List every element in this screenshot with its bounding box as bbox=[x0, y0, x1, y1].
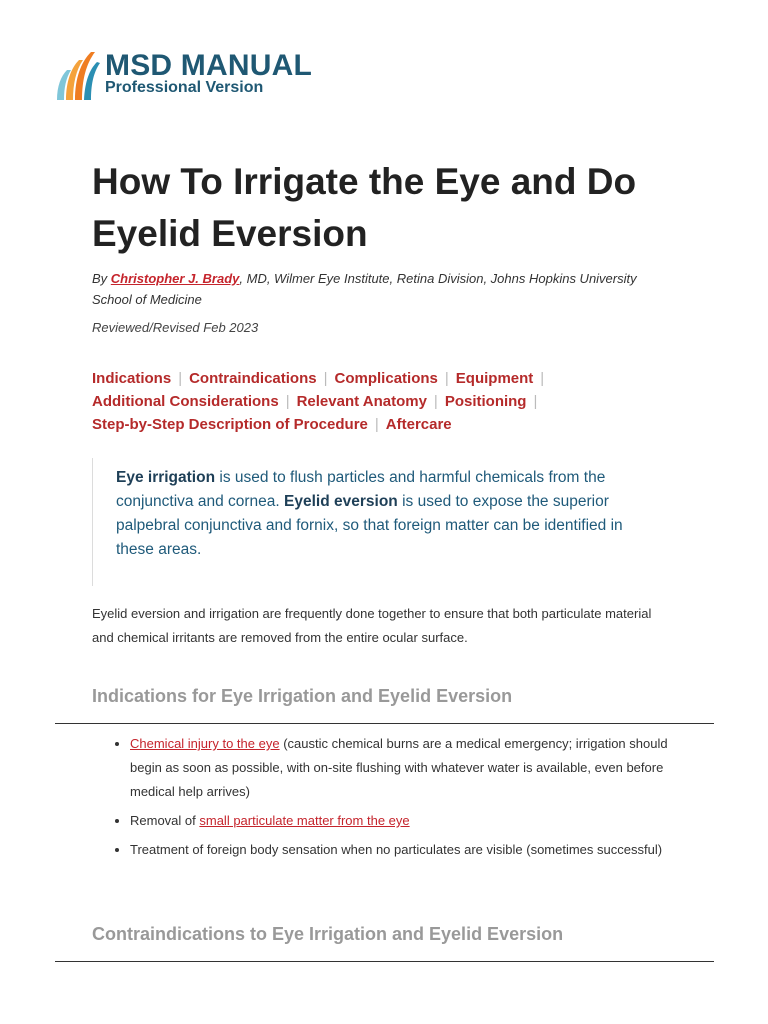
toc-separator: | bbox=[444, 370, 449, 387]
author-affiliation: , MD, Wilmer Eye Institute, Retina Division, Johns Hopkins University School of Medicine bbox=[92, 271, 637, 307]
toc-separator: | bbox=[540, 370, 545, 387]
toc-separator: | bbox=[178, 370, 183, 387]
msd-manual-logo[interactable] bbox=[55, 48, 335, 102]
chemical-injury-link[interactable]: Chemical injury to the eye bbox=[130, 736, 280, 751]
list-item bbox=[130, 838, 670, 862]
byline bbox=[92, 268, 652, 310]
toc-link-complications[interactable]: Complications bbox=[334, 370, 438, 387]
summary-text-2: is used to expose the superior palpebral conjunctiva and fornix, so that foreign matter can be identified in these areas. bbox=[116, 493, 623, 558]
toc-separator: | bbox=[533, 393, 538, 410]
page-title bbox=[92, 156, 692, 260]
toc-link-indications[interactable]: Indications bbox=[92, 370, 172, 387]
toc-link-positioning[interactable]: Positioning bbox=[444, 393, 527, 410]
toc-separator: | bbox=[323, 370, 328, 387]
section-title-contraindications: Contraindications to Eye Irrigation and Eyelid Eversion bbox=[92, 924, 564, 944]
section-divider bbox=[55, 961, 714, 962]
list-item bbox=[130, 809, 670, 833]
toc-link-equipment[interactable]: Equipment bbox=[455, 370, 534, 387]
byline-prefix: By bbox=[92, 271, 108, 286]
brand-name: MSD MANUAL bbox=[105, 49, 312, 82]
list-item bbox=[130, 732, 670, 804]
page-title-line-2: Eyelid Eversion bbox=[92, 213, 368, 254]
toc-link-aftercare[interactable]: Aftercare bbox=[385, 416, 452, 433]
toc-separator: | bbox=[374, 416, 379, 433]
toc-link-relevant-anatomy[interactable]: Relevant Anatomy bbox=[296, 393, 427, 410]
toc-link-step-by-step[interactable]: Step-by-Step Description of Procedure bbox=[92, 416, 368, 433]
particulate-matter-link[interactable]: small particulate matter from the eye bbox=[199, 813, 410, 828]
toc-link-additional-considerations[interactable]: Additional Considerations bbox=[92, 393, 279, 410]
toc-link-contraindications[interactable]: Contraindications bbox=[189, 370, 317, 387]
msd-logo-mark-icon bbox=[55, 48, 101, 102]
summary-text-1: is used to flush particles and harmful chemicals from the conjunctiva and cornea. bbox=[116, 469, 606, 510]
page-title-line-1: How To Irrigate the Eye and Do bbox=[92, 161, 637, 202]
section-title-indications: Indications for Eye Irrigation and Eyelid Eversion bbox=[92, 686, 513, 706]
intro-paragraph: Eyelid eversion and irrigation are frequently done together to ensure that both particulate material and chemical irritants are removed from the entire ocular surface. bbox=[92, 606, 652, 645]
reviewed-date: Reviewed/Revised Feb 2023 bbox=[92, 320, 259, 335]
toc-separator: | bbox=[285, 393, 290, 410]
summary-term-irrigation: Eye irrigation bbox=[116, 469, 216, 486]
author-link[interactable]: Christopher J. Brady bbox=[110, 271, 240, 286]
summary-text bbox=[116, 466, 652, 562]
list-item-text: Treatment of foreign body sensation when no particulates are visible (sometimes successful) bbox=[130, 842, 663, 857]
list-item-text: Removal of bbox=[130, 813, 200, 828]
summary-callout bbox=[92, 458, 652, 586]
toc-separator: | bbox=[433, 393, 438, 410]
section-divider bbox=[55, 723, 714, 724]
summary-term-eversion: Eyelid eversion bbox=[284, 493, 398, 510]
table-of-contents bbox=[92, 367, 652, 436]
brand-subtitle: Professional Version bbox=[105, 79, 264, 96]
list-item-text: (caustic chemical burns are a medical emergency; irrigation should begin as soon as possible, with on-site flushing with whatever water is available, even before medical help arrives) bbox=[130, 736, 668, 799]
indications-list bbox=[110, 732, 670, 867]
